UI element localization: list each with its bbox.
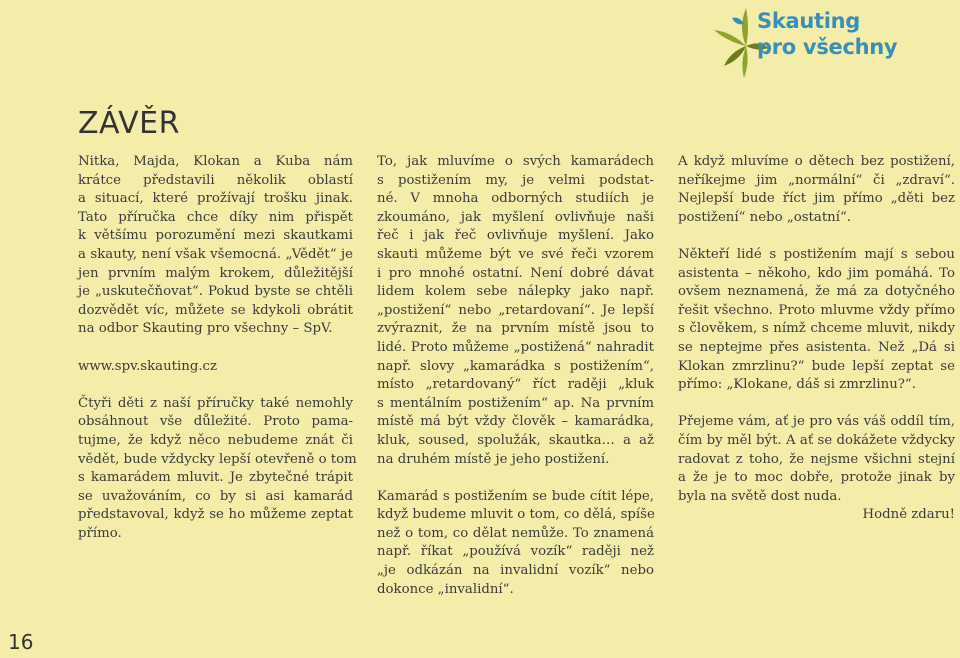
text-line: s kamarádem mluvit. Je zbytečné trápit (78, 470, 353, 486)
text-line: např. říkat „používá vozík“ raději než (377, 544, 654, 560)
text-line: radovat z toho, že nejsme všichni stejní (678, 451, 955, 467)
text-line: představoval, když se ho můžeme zeptat (78, 507, 353, 523)
text-line: skauti můžeme být ve své řeči vzorem (377, 246, 654, 262)
text-line: a situací, které prožívají trošku jinak. (78, 191, 353, 207)
text-line: A když mluvíme o dětech bez postižení, (678, 154, 955, 169)
column-3 (678, 153, 955, 525)
text-line: s člověkem, s nímž chceme mluvit, nikdy (678, 321, 955, 337)
text-line: když budeme mluvit o tom, co dělá, spíše (377, 507, 655, 523)
text-line: Nejlepší bude říct jim přímo „děti bez (678, 191, 955, 207)
text-line: postižení“ nebo „ostatní“. (678, 209, 852, 225)
text-line: přímo: „Klokane, dáš si zmrzlinu?“. (678, 377, 916, 393)
text-line: je „uskutečňovat“. Pokud byste se chtěli (78, 284, 353, 300)
text-line: přímo. (78, 525, 122, 541)
text-line: na odbor Skauting pro všechny – SpV. (78, 321, 333, 337)
text-line: „postižení“ nebo „retardovaní“. Je lepší (377, 302, 654, 318)
col2-paragraph-1 (377, 153, 654, 469)
column-2 (377, 153, 654, 599)
text-line: Tato příručka chce díky nim přispět (78, 209, 353, 225)
text-line: tujme, že když něco nebudeme znát či (78, 432, 353, 448)
text-line: než o tom, co dělat nemůže. To znamená (377, 525, 654, 541)
text-line: kluk, soused, spolužák, skautka… a až (377, 432, 654, 448)
col3-paragraph-1 (678, 153, 955, 227)
text-line: krátce představili několik oblastí (78, 172, 353, 188)
text-line: se neptejme přes asistenta. Než „Dá si (678, 339, 955, 355)
text-line: asistenta – někoho, kdo jim pomáhá. To (678, 265, 955, 281)
text-line: Nitka, Majda, Klokan a Kuba nám (78, 154, 353, 169)
text-line: Někteří lidé s postižením mají s sebou (678, 246, 955, 262)
closing-wish: Hodně zdaru! (862, 507, 955, 523)
text-line: Čtyři děti z naší příručky také nemohly (78, 395, 353, 411)
col3-paragraph-2 (678, 246, 955, 395)
text-line: s postižením my, je velmi podstat- (377, 172, 654, 188)
text-line: a že je to moc dobře, protože jinak by (678, 470, 955, 486)
col1-paragraph-2 (78, 395, 357, 544)
text-line: Přejeme vám, ať je pro vás váš oddíl tím, (678, 414, 955, 430)
text-line: www.spv.skauting.cz (78, 358, 218, 374)
text-line: neříkejme jim „normální“ či „zdraví“. (678, 172, 955, 188)
text-line: řeč i jak řeč ovlivňuje myšlení. Jako (377, 228, 654, 244)
text-line: místo „retardovaný“ říct raději „kluk (377, 377, 654, 393)
text-line: místě má být vždy člověk – kamarádka, (377, 414, 654, 430)
text-line: na druhém místě je jeho postižení. (377, 451, 610, 467)
text-line: k většímu porozumění mezi skautkami (78, 228, 353, 244)
text-line: jen prvním malým krokem, důležitější (78, 265, 353, 281)
text-line: né. V mnoha odborných studiích je (377, 191, 654, 207)
text-line: a skauty, není však všemocná. „Vědět“ je (78, 246, 353, 262)
text-line: Klokan zmrzlinu?“ bude lepší zeptat se (678, 358, 955, 374)
col3-paragraph-3 (678, 413, 955, 506)
text-line: lidé. Proto můžeme „postižená“ nahradit (377, 339, 654, 355)
text-line: zvýraznit, že na prvním místě jsou to (377, 321, 654, 337)
text-line: byla na světě dost nuda. (678, 488, 842, 504)
text-line: lidem kolem sebe nálepky jako např. (377, 284, 654, 300)
text-line: s mentálním postižením“ ap. Na prvním (377, 395, 654, 411)
text-line: řešit všechno. Proto mluvme vždy přímo (678, 302, 955, 318)
page-number: 16 (8, 630, 34, 654)
text-line: Kamarád s postižením se bude cítit lépe, (377, 488, 654, 504)
spv-link[interactable] (78, 358, 353, 377)
text-line: zkoumáno, jak myšlení ovlivňuje naši (377, 209, 654, 225)
text-line: ovšem neznamená, že má za dotyčného (678, 284, 955, 300)
brand-line-2: pro všechny (757, 35, 898, 59)
col2-paragraph-2 (377, 488, 654, 600)
page-title: ZÁVĚR (78, 106, 180, 141)
text-line: obsáhnout vše důležité. Proto pama- (78, 414, 353, 430)
text-line: se uvažováním, co by si asi kamarád (78, 488, 353, 504)
text-line: „je odkázán na invalidní vozík“ nebo (377, 563, 654, 579)
brand-name (757, 8, 897, 60)
text-line: např. slovy „kamarádka s postižením“, (377, 358, 654, 374)
brand-line-1: Skauting (757, 9, 861, 33)
col1-paragraph-1 (78, 153, 353, 339)
text-line: dozvědět víc, můžete se kdykoli obrátit (78, 302, 353, 318)
text-line: dokonce „invalidní“. (377, 581, 514, 597)
text-line: vědět, bude vždycky lepší otevřeně o tom (78, 451, 357, 467)
column-1 (78, 153, 357, 543)
text-line: i pro mnohé ostatní. Není dobré dávat (377, 265, 654, 281)
text-line: čím by měl být. A ať se dokážete vždycky (678, 432, 955, 448)
text-line: To, jak mluvíme o svých kamarádech (377, 154, 654, 169)
